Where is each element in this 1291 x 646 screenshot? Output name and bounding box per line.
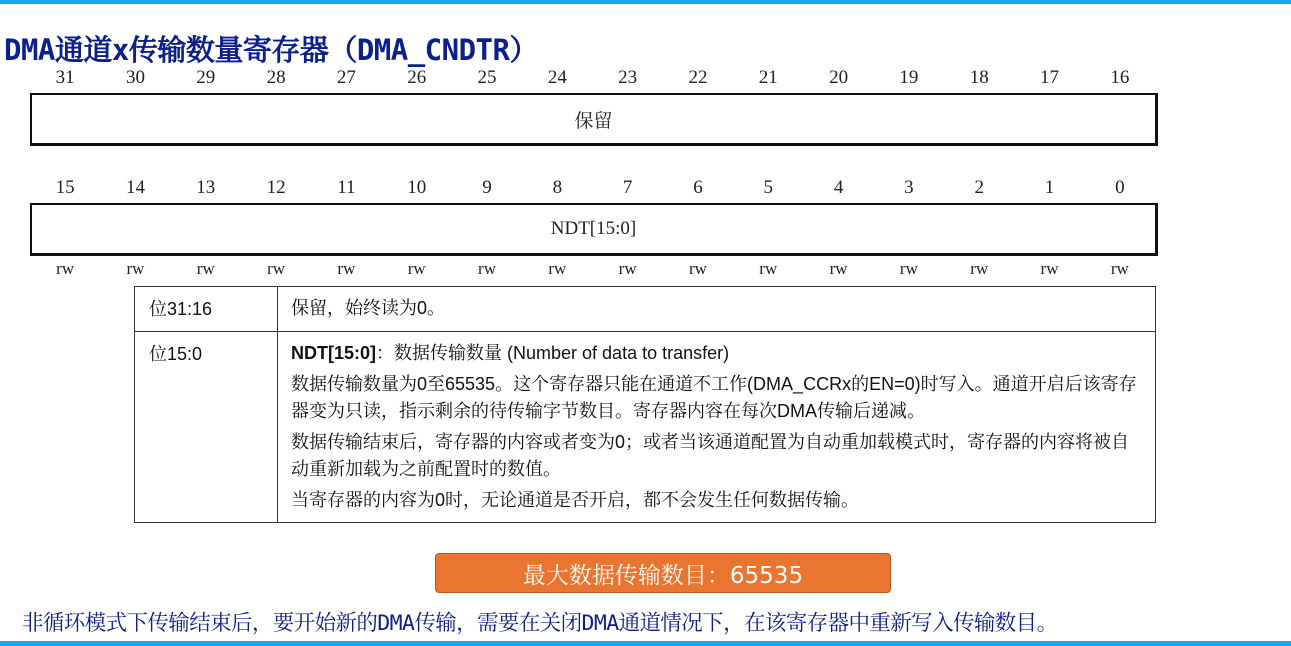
table-row [135, 332, 1156, 523]
access-type-row [30, 259, 1155, 279]
bit-number: 8 [552, 177, 563, 198]
access-type: rw [407, 259, 426, 278]
ndt-field-box [30, 203, 1158, 256]
access-type: rw [618, 259, 637, 278]
reserved-field-label: 保留 [574, 110, 613, 132]
field-summary: ：数据传输数量 (Number of data to transfer) [376, 343, 730, 363]
bit-number: 15 [55, 177, 75, 198]
access-type: rw [478, 259, 496, 278]
bit-number: 29 [196, 67, 216, 88]
table-row [135, 287, 1156, 332]
bit-number: 23 [618, 67, 638, 88]
bit-description-table [134, 286, 1156, 523]
bit-number: 19 [899, 67, 919, 88]
bit-number: 26 [407, 67, 427, 88]
access-type: rw [688, 259, 707, 278]
bit-number: 20 [829, 67, 849, 88]
access-type: rw [548, 259, 567, 278]
access-type: rw [56, 259, 75, 278]
bit-number: 25 [477, 67, 497, 88]
access-type: rw [970, 259, 989, 278]
bit-number: 27 [336, 67, 356, 88]
bit-number: 5 [763, 177, 774, 198]
access-type: rw [899, 259, 918, 278]
bit-number: 14 [125, 177, 145, 198]
bit-number: 2 [974, 177, 984, 198]
bit-number: 9 [482, 177, 492, 198]
access-type: rw [1040, 259, 1059, 278]
bit-description-cell: 保留，始终读为0。 [278, 287, 1156, 332]
bit-number: 6 [693, 177, 703, 198]
bottom-accent-bar [0, 641, 1291, 646]
field-name: NDT[15:0] [291, 343, 377, 363]
bit-range-cell: 位15:0 [135, 332, 278, 523]
bit-number: 24 [547, 67, 567, 88]
bit-number: 30 [125, 67, 145, 88]
access-type: rw [829, 259, 848, 278]
access-type: rw [1110, 259, 1129, 278]
max-transfer-highlight: 最大数据传输数目：65535 [435, 553, 891, 593]
bit-number: 11 [337, 177, 356, 198]
bit-number: 10 [407, 177, 427, 198]
reserved-field-box [30, 93, 1158, 146]
description-paragraph: 当寄存器的内容为0时，无论通道是否开启，都不会发生任何数据传输。 [291, 490, 860, 510]
access-type: rw [196, 259, 215, 278]
bit-number: 16 [1110, 67, 1130, 88]
footer-note: 非循环模式下传输结束后，要开始新的DMA传输，需要在关闭DMA通道情况下，在该寄存器中重新写入传输数目。 [22, 611, 1058, 636]
access-type: rw [759, 259, 778, 278]
description-paragraph: 数据传输结束后，寄存器的内容或者变为0；或者当该通道配置为自动重加载模式时，寄存器的内容将被自动重新加载为之前配置时的数值。 [291, 432, 1130, 479]
bit-number: 0 [1115, 177, 1125, 198]
upper-bit-numbers [30, 67, 1155, 89]
bit-number: 21 [758, 67, 778, 88]
bit-number: 28 [266, 67, 286, 88]
page-title: DMA通道x传输数量寄存器（DMA_CNDTR） [4, 33, 538, 67]
field-heading [291, 340, 1145, 367]
lower-bit-numbers [30, 177, 1155, 199]
top-accent-bar [0, 0, 1291, 4]
bit-number: 7 [622, 177, 633, 198]
bit-number: 31 [55, 67, 75, 88]
access-type: rw [126, 259, 145, 278]
bit-description-cell [278, 332, 1156, 523]
ndt-field-label: NDT[15:0] [550, 218, 637, 239]
bit-number: 1 [1044, 177, 1055, 198]
bit-number: 18 [969, 67, 989, 88]
bit-number: 3 [904, 177, 914, 198]
bit-range-cell: 位31:16 [135, 287, 278, 332]
bit-number: 22 [688, 67, 708, 88]
bit-number: 17 [1040, 67, 1060, 88]
bit-number: 13 [196, 177, 216, 198]
description-paragraph: 数据传输数量为0至65535。这个寄存器只能在通道不工作(DMA_CCRx的EN=0)时写入。通道开启后该寄存器变为只读，指示剩余的待传输字节数目。寄存器内容在每次DMA传输后递减。 [291, 374, 1137, 421]
bit-number: 4 [833, 177, 844, 198]
access-type: rw [337, 259, 356, 278]
bit-number: 12 [266, 177, 286, 198]
access-type: rw [267, 259, 286, 278]
